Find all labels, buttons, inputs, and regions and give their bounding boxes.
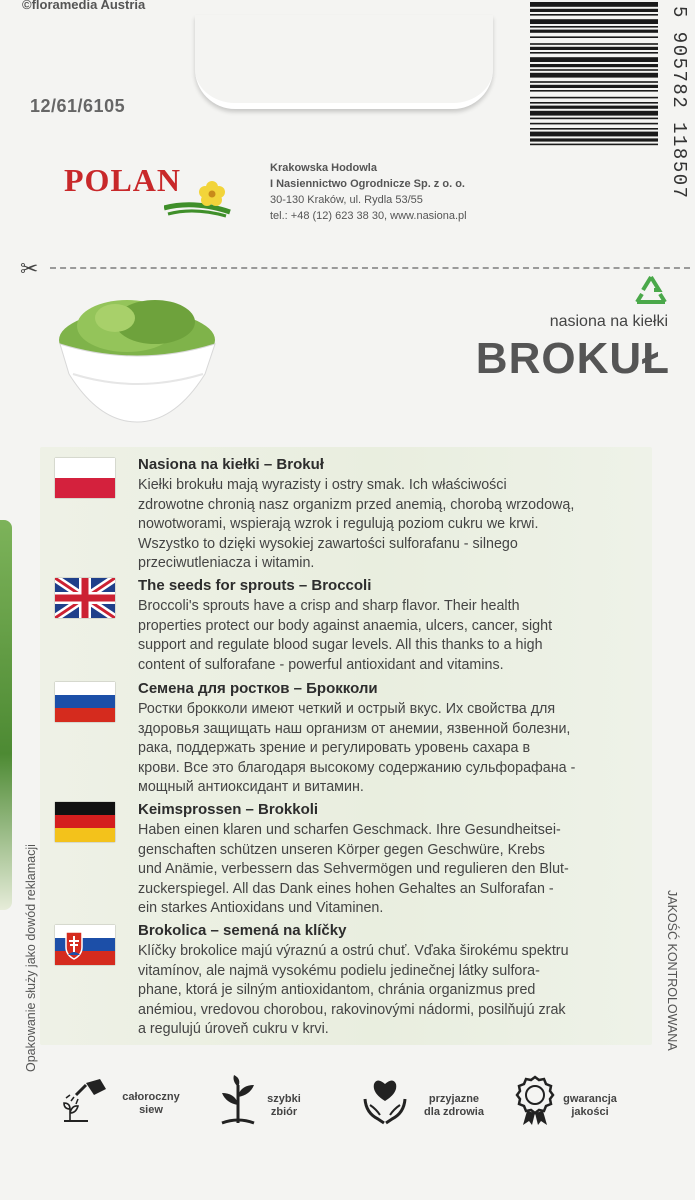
barcode-bar — [530, 111, 658, 116]
feature-label: zbiór — [270, 1106, 298, 1118]
barcode-bar — [530, 97, 658, 99]
section-heading: The seeds for sprouts – Broccoli — [138, 577, 372, 594]
barcode-bar — [530, 64, 658, 67]
recycle-icon — [633, 274, 669, 308]
section-body: Kiełki brokułu mają wyrazisty i ostry smak. Ich właściwości zdrowotne chronią nasz organizm przed anemią, chorobą wrzodową, nowotworami, wspierają wzrok i regulują poziom cukru we krwi. Wszystko to dzięki wysokiej zawartości sulforafanu - silnego przeciwutleniacza i witamin. — [138, 477, 575, 572]
feature-quick-harvest — [218, 1075, 301, 1132]
quality-note: JAKOŚĆ KONTROLOWANA — [665, 890, 679, 1051]
feature-label: gwarancja — [563, 1093, 617, 1105]
barcode-bar — [530, 36, 658, 38]
barcode-bar — [530, 47, 658, 50]
section-heading: Семена для ростков – Брокколи — [138, 680, 378, 697]
complaint-note: Opakowanie służy jako dowód reklamacji — [24, 844, 38, 1072]
barcode-bar — [530, 132, 658, 137]
polan-logo — [64, 160, 234, 216]
feature-label: dla zdrowia — [424, 1106, 484, 1118]
barcode-bar — [530, 106, 658, 109]
barcode-bar — [530, 52, 658, 54]
quality-badge-icon — [515, 1075, 555, 1127]
plant-decoration — [0, 520, 12, 910]
barcode-bar — [530, 43, 658, 45]
section-heading: Keimsprossen – Brokkoli — [138, 801, 319, 818]
barcode-bar — [530, 144, 658, 146]
barcode-bar — [530, 123, 658, 125]
barcode-bar — [530, 57, 658, 62]
barcode-bar — [530, 30, 658, 33]
feature-quality — [515, 1075, 617, 1132]
germany-flag-icon — [55, 802, 115, 842]
feature-label: całoroczny — [122, 1091, 180, 1103]
barcode-bar — [530, 73, 658, 78]
barcode-bar — [530, 26, 658, 28]
flower-logo-icon — [164, 178, 234, 218]
barcode-bar — [530, 128, 658, 130]
barcode-bar — [530, 14, 658, 16]
section-english — [138, 576, 643, 675]
poland-flag-icon — [55, 458, 115, 498]
sprout-icon — [218, 1075, 258, 1127]
uk-flag-icon — [55, 578, 115, 618]
section-russian — [138, 679, 643, 798]
sprouts-bowl-image — [55, 282, 220, 427]
product-subtitle: nasiona na kiełki — [549, 313, 668, 330]
barcode-bar — [530, 19, 658, 24]
company-address: 30-130 Kraków, ul. Rydla 53/55 — [270, 194, 423, 206]
floramedia-credit: ©floramedia Austria — [22, 0, 146, 12]
company-line: Krakowska Hodowla — [270, 162, 377, 174]
section-slovak — [138, 921, 643, 1040]
feature-year-round — [58, 1075, 180, 1130]
cut-line — [50, 267, 690, 269]
feature-label: szybki — [267, 1093, 301, 1105]
barcode-bar — [530, 90, 658, 92]
package-window — [195, 15, 493, 109]
barcode-bar — [530, 85, 658, 88]
barcode-bar — [530, 102, 658, 104]
feature-label: siew — [139, 1104, 163, 1116]
company-contact: tel.: +48 (12) 623 38 30, www.nasiona.pl — [270, 210, 467, 222]
barcode — [530, 0, 660, 232]
feature-label: przyjazne — [428, 1093, 480, 1105]
barcode-bar — [530, 9, 658, 12]
barcode-bar — [530, 2, 658, 7]
scissors-icon: ✂ — [20, 256, 39, 281]
barcode-number: 5 905782 118507 — [668, 6, 690, 200]
section-body: Ростки брокколи имеют четкий и острый вкус. Их свойства для здоровья защищать наш организм от анемии, язвенной болезни, рака, поддержать зрение и регулировать уровень сахара в крови. Все это благодаря высокому содержанию сульфорафана - мощный антиоксидант и витамин. — [138, 701, 576, 796]
section-body: Haben einen klaren und scharfen Geschmack. Ihre Gesundheitsei- genschaften schützen unseren Körper gegen Geschwüre, Krebs und Anämie, verbessern das Sehvermögen und regulieren den Blut- zuckerspiegel. All das Dank eines hohen Gehaltes an Sulforafan - ein starkes Antioxidans und Vitaminen. — [138, 822, 569, 917]
section-body: Broccoli's sprouts have a crisp and sharp flavor. Their health properties protect our body against anaemia, ulcers, cancer, sight support and regulate blood sugar levels. All this thanks to a high content of sulforafane - powerful antioxidant and vitamins. — [138, 598, 553, 673]
russia-flag-icon — [55, 682, 115, 722]
section-polish — [138, 455, 643, 574]
batch-code: 12/61/6105 — [30, 96, 126, 116]
company-line: I Nasiennictwo Ogrodnicze Sp. z o. o. — [270, 178, 465, 190]
feature-label: jakości — [571, 1106, 609, 1118]
section-heading: Nasiona na kiełki – Brokuł — [138, 456, 324, 473]
company-info — [270, 160, 467, 224]
product-title: BROKUŁ — [475, 334, 670, 383]
section-body: Klíčky brokolice majú výraznú a ostrú chuť. Vďaka širokému spektru vitamínov, ale najmä vysokému podielu jedinečnej látky sulfora- phane, ktorá je silným antioxidantom, chránia organizmus pred anémiou, vredovou chorobou, rakovinovými nádormi, posilňujú zrak a regulujú úroveň cukru v krvi. — [138, 943, 569, 1038]
barcode-bar — [530, 69, 658, 71]
barcode-bar — [530, 118, 658, 120]
feature-health — [362, 1075, 484, 1132]
section-heading: Brokolica – semená na klíčky — [138, 922, 347, 939]
barcode-bar — [530, 81, 658, 83]
polan-logo-text: POLAN — [64, 162, 181, 198]
heart-hands-icon — [362, 1075, 408, 1127]
watering-can-icon — [58, 1075, 114, 1125]
slovakia-flag-icon — [55, 925, 115, 965]
barcode-bar — [530, 138, 658, 141]
section-german — [138, 800, 643, 919]
